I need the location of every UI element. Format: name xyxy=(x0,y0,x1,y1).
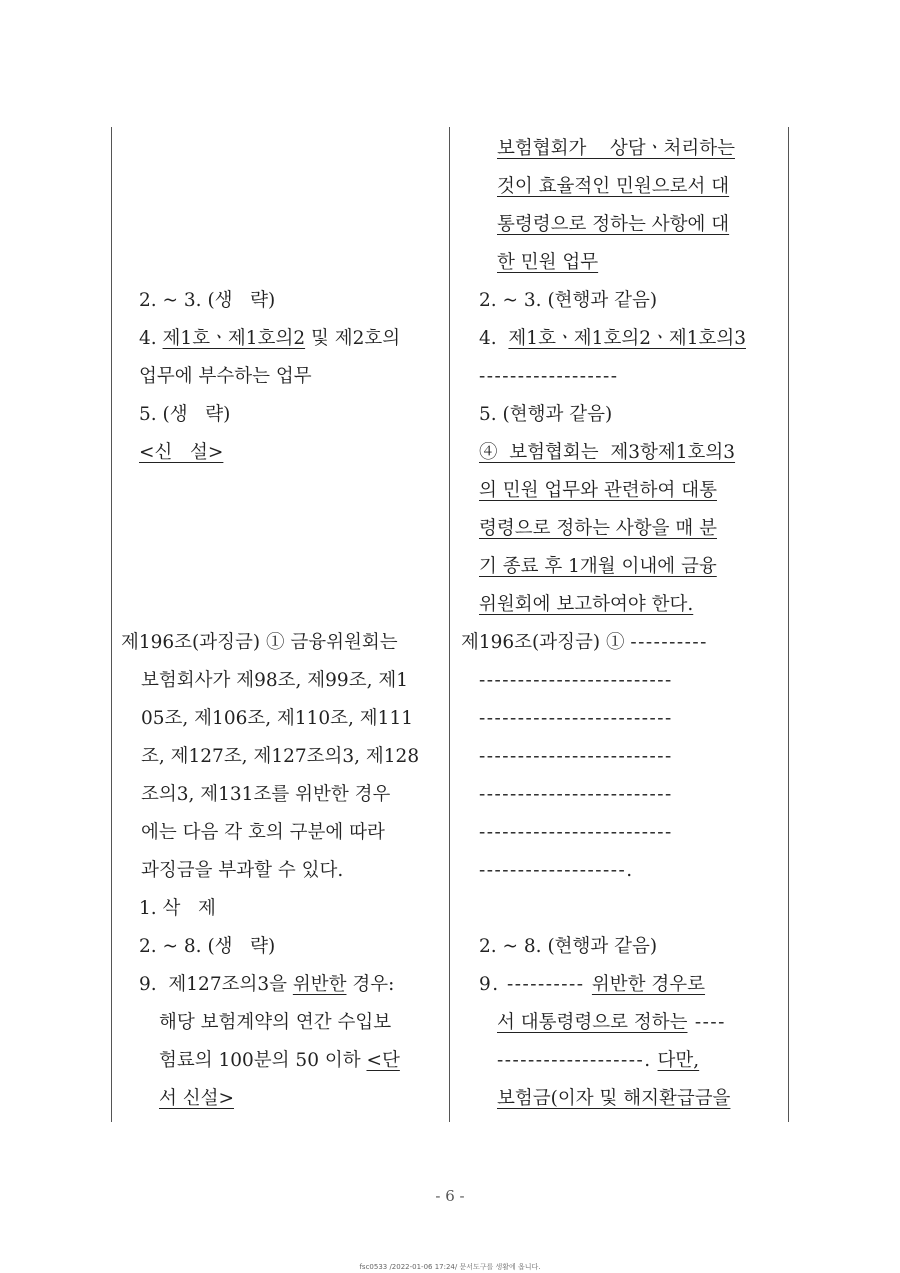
right-art196-dashes-5: ------------------------- xyxy=(479,822,673,843)
right-item-5: 5. (현행과 같음) xyxy=(479,404,613,425)
right-item-9-line-4: 보험금(이자 및 해지환급금을 xyxy=(497,1088,731,1109)
left-item-9-line-2: 해당 보험계약의 연간 수입보 xyxy=(159,1012,392,1033)
right-item-9-line-2: 서 대통령령으로 정하는 ---- xyxy=(497,1012,726,1033)
left-item-9-line-3: 험료의 100분의 50 이하 <단 xyxy=(159,1050,400,1071)
right-art196-head: 제196조(과징금) ① ---------- xyxy=(461,632,708,653)
right-top-line-1: 보험협회가 상담ㆍ처리하는 xyxy=(497,138,735,159)
table-center-divider xyxy=(449,127,450,1122)
left-item-4: 4. 제1호ㆍ제1호의2 및 제2호의 xyxy=(139,328,401,349)
left-item-2-8: 2. ~ 8. (생 략) xyxy=(139,936,276,957)
left-art196-line-1: 제196조(과징금) ① 금융위원회는 xyxy=(121,632,398,653)
right-art196-dashes-2: ------------------------- xyxy=(479,708,673,729)
page-number: - 6 - xyxy=(435,1187,465,1205)
left-new-provision: <신 설> xyxy=(139,442,224,463)
right-art196-dashes-1: ------------------------- xyxy=(479,670,673,691)
left-item-9-line-4: 서 신설> xyxy=(159,1088,234,1109)
right-art196-dashes-4: ------------------------- xyxy=(479,784,673,805)
right-top-line-4: 한 민원 업무 xyxy=(497,252,599,273)
comparison-table xyxy=(111,127,789,1122)
left-art196-line-3: 05조, 제106조, 제110조, 제111 xyxy=(141,708,413,729)
table-right-border xyxy=(788,127,789,1122)
right-item-2-8: 2. ~ 8. (현행과 같음) xyxy=(479,936,658,957)
left-item-5: 5. (생 략) xyxy=(139,404,231,425)
left-art196-line-4: 조, 제127조, 제127조의3, 제128 xyxy=(141,746,420,767)
right-item-4: 4. 제1호ㆍ제1호의2ㆍ제1호의3 xyxy=(479,328,746,349)
left-item-1-deleted: 1. 삭 제 xyxy=(139,898,216,919)
table-left-border xyxy=(111,127,112,1122)
left-item-9: 9. 제127조의3을 위반한 경우: xyxy=(139,974,395,995)
right-para4-line-1: ④ 보험협회는 제3항제1호의3 xyxy=(479,442,736,463)
right-art196-dashes-3: ------------------------- xyxy=(479,746,673,767)
right-item-2-3: 2. ~ 3. (현행과 같음) xyxy=(479,290,658,311)
right-item-9-line-3: -------------------. 다만, xyxy=(497,1050,700,1071)
left-item-2-3: 2. ~ 3. (생 략) xyxy=(139,290,276,311)
right-para4-line-3: 령령으로 정하는 사항을 매 분 xyxy=(479,518,717,539)
right-para4-line-2: 의 민원 업무와 관련하여 대통 xyxy=(479,480,717,501)
right-item-4-dashes: ------------------ xyxy=(479,366,619,387)
left-art196-line-5: 조의3, 제131조를 위반한 경우 xyxy=(141,784,391,805)
left-item-4-line-2: 업무에 부수하는 업무 xyxy=(139,366,312,387)
right-para4-line-5: 위원회에 보고하여야 한다. xyxy=(479,594,694,615)
right-para4-line-4: 기 종료 후 1개월 이내에 금융 xyxy=(479,556,717,577)
left-art196-line-2: 보험회사가 제98조, 제99조, 제1 xyxy=(141,670,408,691)
right-item-9: 9. ---------- 위반한 경우로 xyxy=(479,974,706,995)
print-footer-note: fsc0533 /2022-01-06 17:24/ 문서도구를 생활에 옵니다. xyxy=(359,1263,541,1271)
right-top-line-3: 통령령으로 정하는 사항에 대 xyxy=(497,214,730,235)
right-art196-last-dashes: -------------------. xyxy=(479,860,634,881)
right-top-line-2: 것이 효율적인 민원으로서 대 xyxy=(497,176,730,197)
left-art196-line-7: 과징금을 부과할 수 있다. xyxy=(141,860,344,881)
left-art196-line-6: 에는 다음 각 호의 구분에 따라 xyxy=(141,822,385,843)
